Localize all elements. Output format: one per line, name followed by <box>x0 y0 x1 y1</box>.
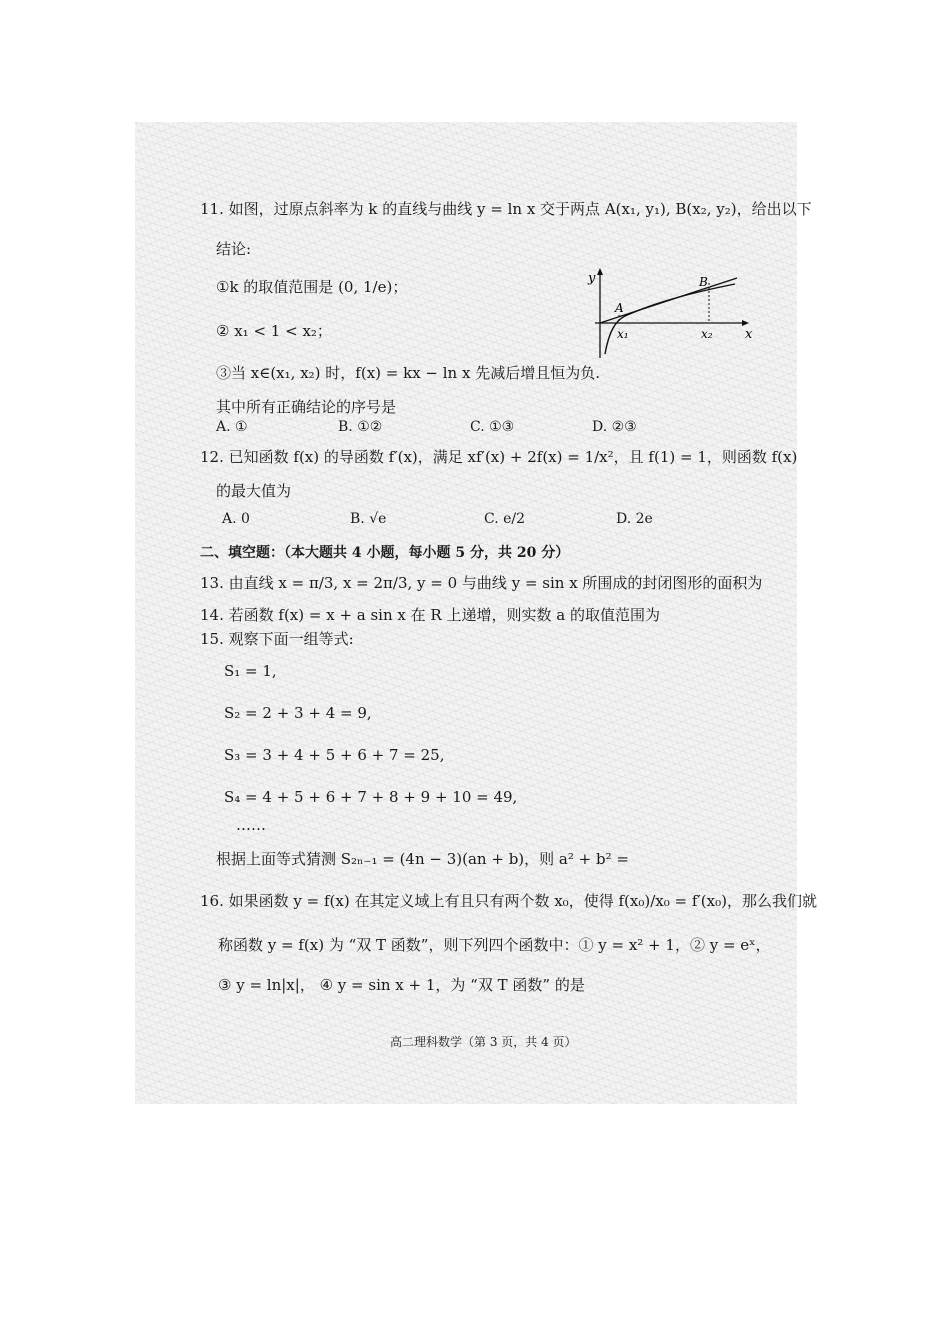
ln-curve <box>605 284 735 354</box>
q11-figure <box>585 266 760 360</box>
q11-option-a: A. ① <box>216 419 248 435</box>
q15-conclusion: 根据上面等式猜测 S₂ₙ₋₁ = (4n − 3)(an + b)，则 a² + b² = <box>216 850 629 868</box>
q16-stem-line2: 称函数 y = f(x) 为 “双 T 函数”，则下列四个函数中：① y = x² + 1，② y = eˣ， <box>218 936 771 954</box>
q11-conclusion-2: ② x₁ < 1 < x₂； <box>216 322 332 340</box>
q11-option-d: D. ②③ <box>592 419 637 435</box>
q11-option-c: C. ①③ <box>470 419 515 435</box>
point-a-label: A <box>615 301 624 315</box>
q15-equation-4: S₄ = 4 + 5 + 6 + 7 + 8 + 9 + 10 = 49, <box>224 788 518 806</box>
q15-stem: 15. 观察下面一组等式: <box>200 630 354 648</box>
q15-ellipsis: …… <box>236 816 266 834</box>
section-fill-in-heading: 二、填空题：（本大题共 4 小题，每小题 5 分，共 20 分） <box>200 545 570 561</box>
x1-label: x₁ <box>617 327 629 341</box>
q12-option-c: C. e/2 <box>484 511 526 527</box>
q16-stem-line3: ③ y = ln|x|， ④ y = sin x + 1，为 “双 T 函数” 的是 <box>218 976 585 994</box>
q11-stem-line1: 11. 如图，过原点斜率为 k 的直线与曲线 y = ln x 交于两点 A(x₁, y₁), B(x₂, y₂)，给出以下 <box>200 200 812 218</box>
q15-equation-3: S₃ = 3 + 4 + 5 + 6 + 7 = 25, <box>224 746 445 764</box>
x-label: x <box>745 327 753 342</box>
q15-equation-1: S₁ = 1, <box>224 662 277 680</box>
q12-option-b: B. √e <box>350 511 387 527</box>
q11-question: 其中所有正确结论的序号是 <box>216 398 397 416</box>
q12-stem-line1: 12. 已知函数 f(x) 的导函数 f′(x)，满足 xf′(x) + 2f(x) = 1/x²，且 f(1) = 1，则函数 f(x) <box>200 448 798 466</box>
q13-stem: 13. 由直线 x = π/3, x = 2π/3, y = 0 与曲线 y = sin x 所围成的封闭图形的面积为 <box>200 574 763 592</box>
q14-stem: 14. 若函数 f(x) = x + a sin x 在 R 上递增，则实数 a 的取值范围为 <box>200 606 660 624</box>
q11-conclusion-1: ①k 的取值范围是 (0, 1/e)； <box>216 278 408 296</box>
x2-label: x₂ <box>701 327 713 341</box>
q15-equation-2: S₂ = 2 + 3 + 4 = 9, <box>224 704 372 722</box>
point-b-label: B <box>699 275 708 289</box>
q12-option-a: A. 0 <box>222 511 250 527</box>
y-label: y <box>588 271 596 286</box>
x-axis-arrow <box>742 320 749 326</box>
q12-stem-line2: 的最大值为 <box>216 482 292 500</box>
q16-stem-line1: 16. 如果函数 y = f(x) 在其定义域上有且只有两个数 x₀，使得 f(x₀)/x₀ = f′(x₀)，那么我们就 <box>200 892 817 910</box>
q11-stem-line2: 结论: <box>216 240 252 258</box>
q11-conclusion-3: ③当 x∈(x₁, x₂) 时，f(x) = kx − ln x 先减后增且恒为负. <box>216 364 600 382</box>
page-footer: 高二理科数学（第 3 页，共 4 页） <box>390 1035 577 1049</box>
q11-option-b: B. ①② <box>338 419 383 435</box>
y-axis-arrow <box>597 268 603 275</box>
q12-option-d: D. 2e <box>616 511 653 527</box>
